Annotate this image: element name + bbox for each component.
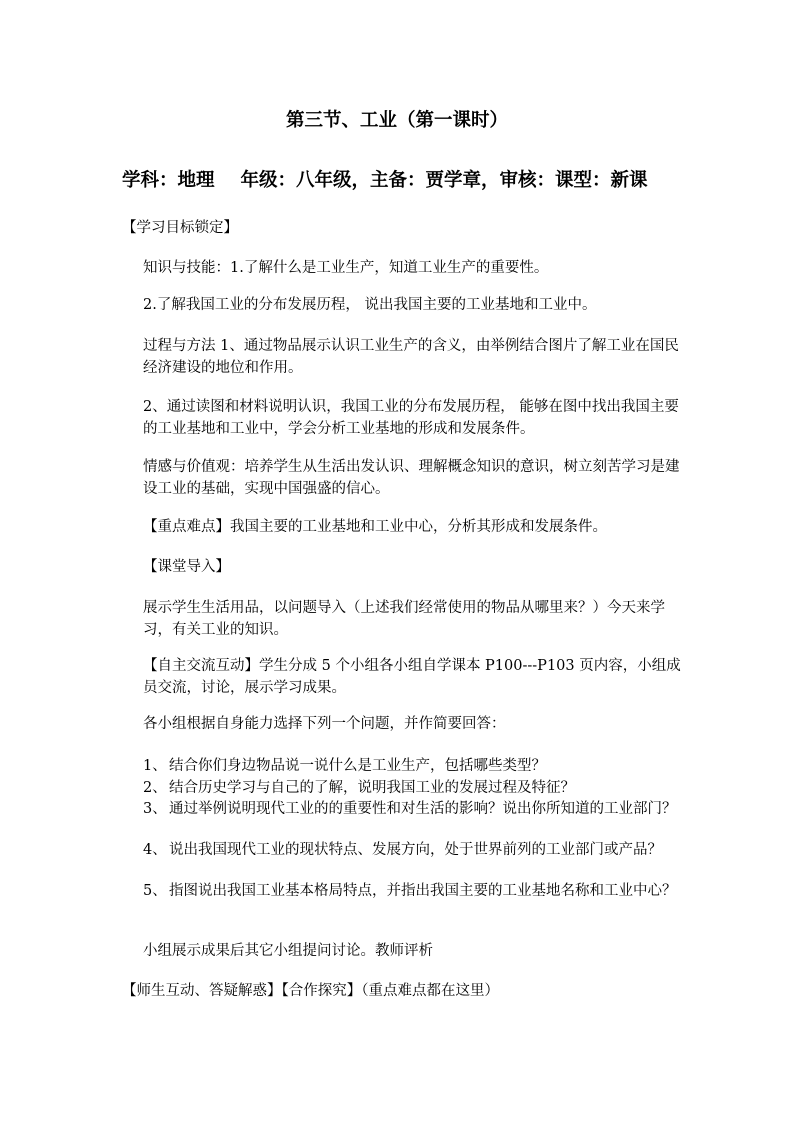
question-text: 结合你们身边物品说一说什么是工业生产，包括哪些类型？ xyxy=(169,758,546,774)
question-item xyxy=(143,880,683,902)
process-goal-2: 2、通过读图和材料说明认识，我国工业的分布发展历程， 能够在图中找出我国主要的工业基地和工业中，学会分析工业基地的形成和发展条件。 xyxy=(143,399,679,437)
grade-info: 年级：八年级，主备：贾学章，审核：课型：新课 xyxy=(240,170,648,191)
choose-instruction: 各小组根据自身能力选择下列一个问题，并作简要回答： xyxy=(143,716,506,732)
document-meta xyxy=(122,166,722,192)
question-text: 通过举例说明现代工业的的重要性和对生活的影响？说出你所知道的工业部门？ xyxy=(169,801,677,817)
group-show-text: 小组展示成果后其它小组提问讨论。教师评析 xyxy=(143,943,433,959)
question-item xyxy=(143,755,683,777)
emotion-goal: 情感与价值观：培养学生从生活出发认识、理解概念知识的意识，树立刻苦学习是建设工业的基础，实现中国强盛的信心。 xyxy=(143,459,680,497)
question-text: 指图说出我国工业基本格局特点，并指出我国主要的工业基地名称和工业中心？ xyxy=(169,883,677,899)
intro-header: 【课堂导入】 xyxy=(143,559,230,575)
question-number: 1、 xyxy=(143,758,167,774)
teacher-interaction-header: 【师生互动、答疑解惑】【合作探究】（重点难点都在这里） xyxy=(122,983,499,999)
intro-text: 展示学生生活用品，以问题导入（上述我们经常使用的物品从哪里来？）今天来学习，有关工业的知识。 xyxy=(143,600,665,638)
self-study-text: 【自主交流互动】学生分成 5 个小组各小组自学课本 P100---P103 页内容，小组成员交流，讨论，展示学习成果。 xyxy=(143,658,681,696)
question-number: 3、 xyxy=(143,801,167,817)
key-points: 【重点难点】我国主要的工业基地和工业中心，分析其形成和发展条件。 xyxy=(143,519,607,535)
question-number: 5、 xyxy=(143,883,167,899)
question-number: 4、 xyxy=(143,842,167,858)
knowledge-goal: 知识与技能：1.了解什么是工业生产，知道工业生产的重要性。 xyxy=(143,260,549,276)
process-goal: 过程与方法 1、通过物品展示认识工业生产的含义，由举例结合图片了解工业在国民经济建设的地位和作用。 xyxy=(143,338,679,376)
subject-label: 学科：地理 xyxy=(122,170,215,191)
document-title: 第三节、工业（第一课时） xyxy=(285,110,508,131)
question-item xyxy=(143,777,683,799)
knowledge-goal-2: 2.了解我国工业的分布发展历程， 说出我国主要的工业基地和工业中。 xyxy=(143,297,597,313)
question-item xyxy=(143,839,683,861)
goals-header: 【学习目标锁定】 xyxy=(122,220,238,236)
question-text: 结合历史学习与自己的了解，说明我国工业的发展过程及特征？ xyxy=(169,780,575,796)
question-number: 2、 xyxy=(143,780,167,796)
question-text: 说出我国现代工业的现状特点、发展方向，处于世界前列的工业部门或产品？ xyxy=(169,842,662,858)
question-item xyxy=(143,798,683,820)
